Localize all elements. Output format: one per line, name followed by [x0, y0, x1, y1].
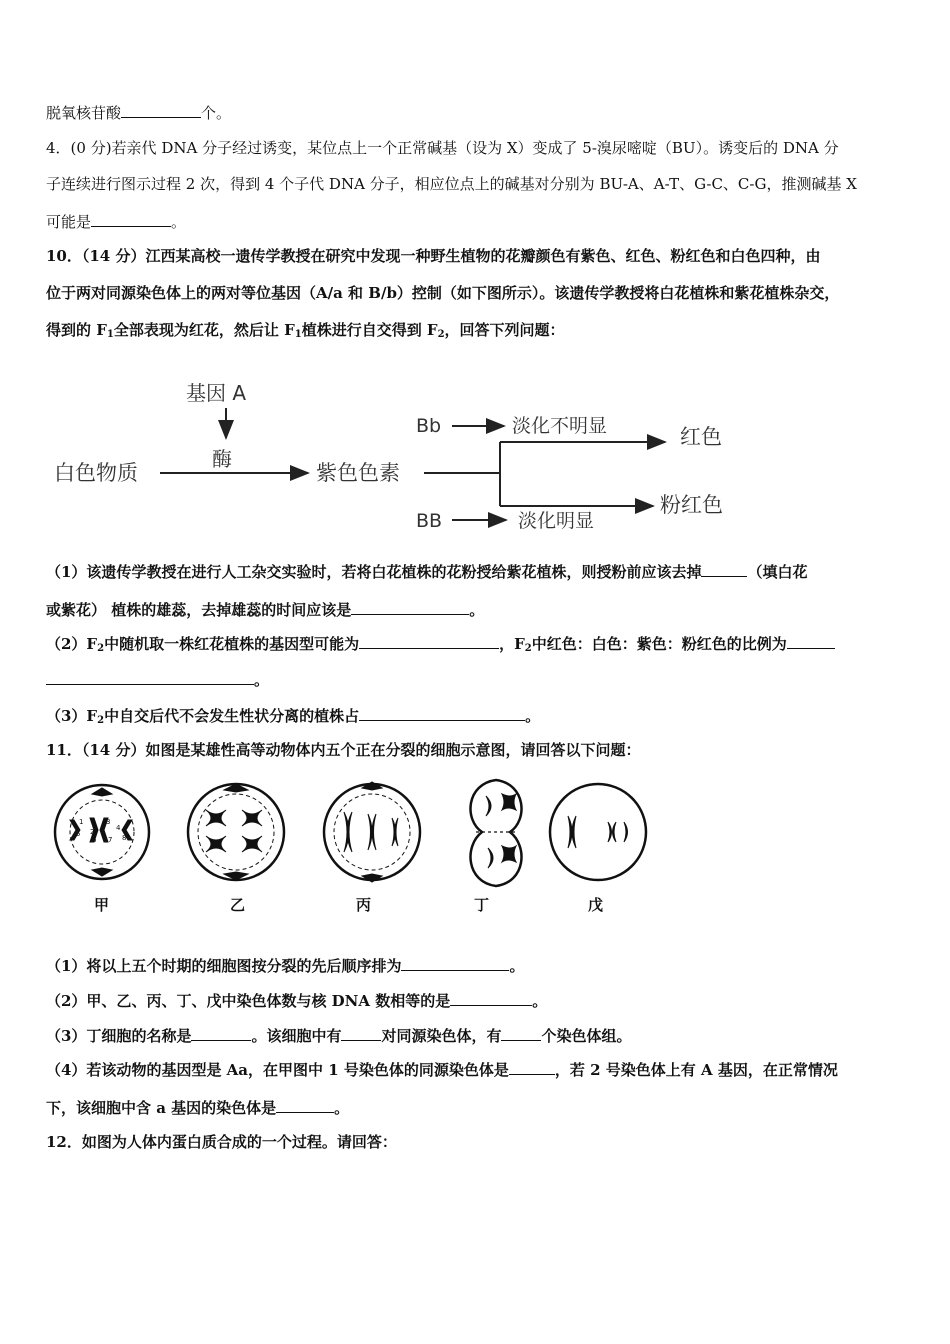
purple-pigment-label: 紫色色素 [316, 461, 400, 485]
answer-blank[interactable] [121, 103, 201, 118]
q10-line-2: 位于两对同源染色体上的两对等位基因（A/a 和 B/b）控制（如下图所示）。该遗传学教授将白花植株和紫花植株杂交， [46, 284, 840, 302]
jia-number: 4 [116, 824, 121, 832]
enzyme-label: 酶 [212, 447, 232, 471]
jia-number: 8 [122, 834, 127, 842]
answer-blank[interactable] [509, 1060, 555, 1075]
cell-division-figure [46, 770, 666, 920]
answer-blank[interactable] [359, 706, 525, 721]
jia-number: 6 [92, 836, 97, 844]
jia-number: 3 [106, 818, 111, 826]
gene-a-label: 基因 A [186, 381, 247, 405]
answer-blank[interactable] [351, 600, 469, 615]
q10-sub1-line-1: （1）该遗传学教授在进行人工杂交实验时，若将白花植株的花粉授给紫花植株，则授粉前应该去掉 （填白花 [46, 563, 808, 581]
q9-tail-line: 脱氧核苷酸 个。 [46, 104, 232, 122]
red-label: 红色 [680, 425, 722, 449]
q10-sub2-line-1: $(2)F_2$中随机取一株红花植株的基因型可能为 ，$F_2$中红色：白色：紫色：粉红色的比例为 [46, 634, 835, 659]
cell-label-yi: 乙 [230, 896, 246, 914]
answer-blank[interactable] [191, 1026, 251, 1041]
answer-blank[interactable] [359, 634, 499, 649]
jia-number: 1 [79, 818, 84, 826]
answer-blank[interactable] [450, 991, 532, 1006]
q11-sub3: （3）丁细胞的名称是 。该细胞中有 对同源染色体，有 个染色体组。 [46, 1027, 632, 1045]
jia-number: 7 [108, 836, 113, 844]
flower-color-pathway-diagram [40, 370, 760, 540]
q10-sub2-line-2: 。 [46, 670, 269, 690]
jia-number: 2 [90, 828, 95, 836]
fade-strong-label: 淡化明显 [518, 510, 595, 532]
answer-blank[interactable] [91, 212, 171, 227]
q11-sub2: （2）甲、乙、丙、丁、戊中染色体数与核 DNA 数相等的是 。 [46, 992, 548, 1010]
cell-label-wu: 戊 [588, 896, 604, 914]
q12-intro: 12．如图为人体内蛋白质合成的一个过程。请回答： [46, 1133, 397, 1151]
q4-line-3: 可能是 。 [46, 213, 187, 231]
answer-blank[interactable] [501, 1026, 541, 1041]
white-substance-label: 白色物质 [54, 461, 138, 485]
pink-label: 粉红色 [660, 493, 723, 517]
q11-sub4-line-1: （4）若该动物的基因型是 Aa，在甲图中 1 号染色体的同源染色体是 ，若 2 号染色体上有 A 基因，在正常情况 [46, 1061, 838, 1079]
cell-yi [188, 784, 284, 880]
answer-blank[interactable] [401, 956, 509, 971]
cell-wu [550, 784, 646, 880]
q11-sub4-line-2: 下，该细胞中含 a 基因的染色体是 。 [46, 1099, 350, 1117]
q10-line-1: 10．（14 分）江西某高校一遗传学教授在研究中发现一种野生植物的花瓣颜色有紫色、红色、粉红色和白色四种，由 [46, 247, 821, 265]
q10-line-3: 得到的 $F_1$全部表现为红花，然后让 $F_1$植株进行自交得到 $F_2$，回答下列问题： [46, 321, 565, 340]
cell-label-ding: 丁 [474, 896, 490, 914]
q11-sub1: （1）将以上五个时期的细胞图按分裂的先后顺序排为 。 [46, 957, 525, 975]
q4-line-1: 4．(0 分)若亲代 DNA 分子经过诱变，某位点上一个正常碱基（设为 X）变成了 5-溴尿嘧啶（BU）。诱变后的 DNA 分 [46, 139, 839, 157]
answer-blank[interactable] [787, 634, 835, 649]
answer-blank[interactable] [46, 670, 254, 685]
bb-het-label: Bb [416, 415, 442, 437]
answer-blank[interactable] [276, 1098, 334, 1113]
fade-weak-label: 淡化不明显 [512, 415, 608, 437]
q11-intro: 11．（14 分）如图是某雄性高等动物体内五个正在分裂的细胞示意图，请回答以下问题： [46, 741, 641, 759]
jia-number: 5 [76, 830, 81, 838]
q10-sub3-line: $(3)F_2$中自交后代不会发生性状分离的植株占 。 [46, 707, 541, 726]
q4-line-2: 子连续进行图示过程 2 次，得到 4 个子代 DNA 分子，相应位点上的碱基对分别为 BU-A、A-T、G-C、C-G，推测碱基 X [46, 175, 857, 193]
cell-label-jia: 甲 [94, 896, 110, 914]
q10-sub1-line-2: 或紫花） 植株的雄蕊，去掉雄蕊的时间应该是 。 [46, 601, 485, 619]
answer-blank[interactable] [701, 562, 747, 577]
cell-label-bing: 丙 [356, 896, 372, 914]
bb-hom-label: BB [416, 510, 443, 532]
answer-blank[interactable] [341, 1026, 381, 1041]
